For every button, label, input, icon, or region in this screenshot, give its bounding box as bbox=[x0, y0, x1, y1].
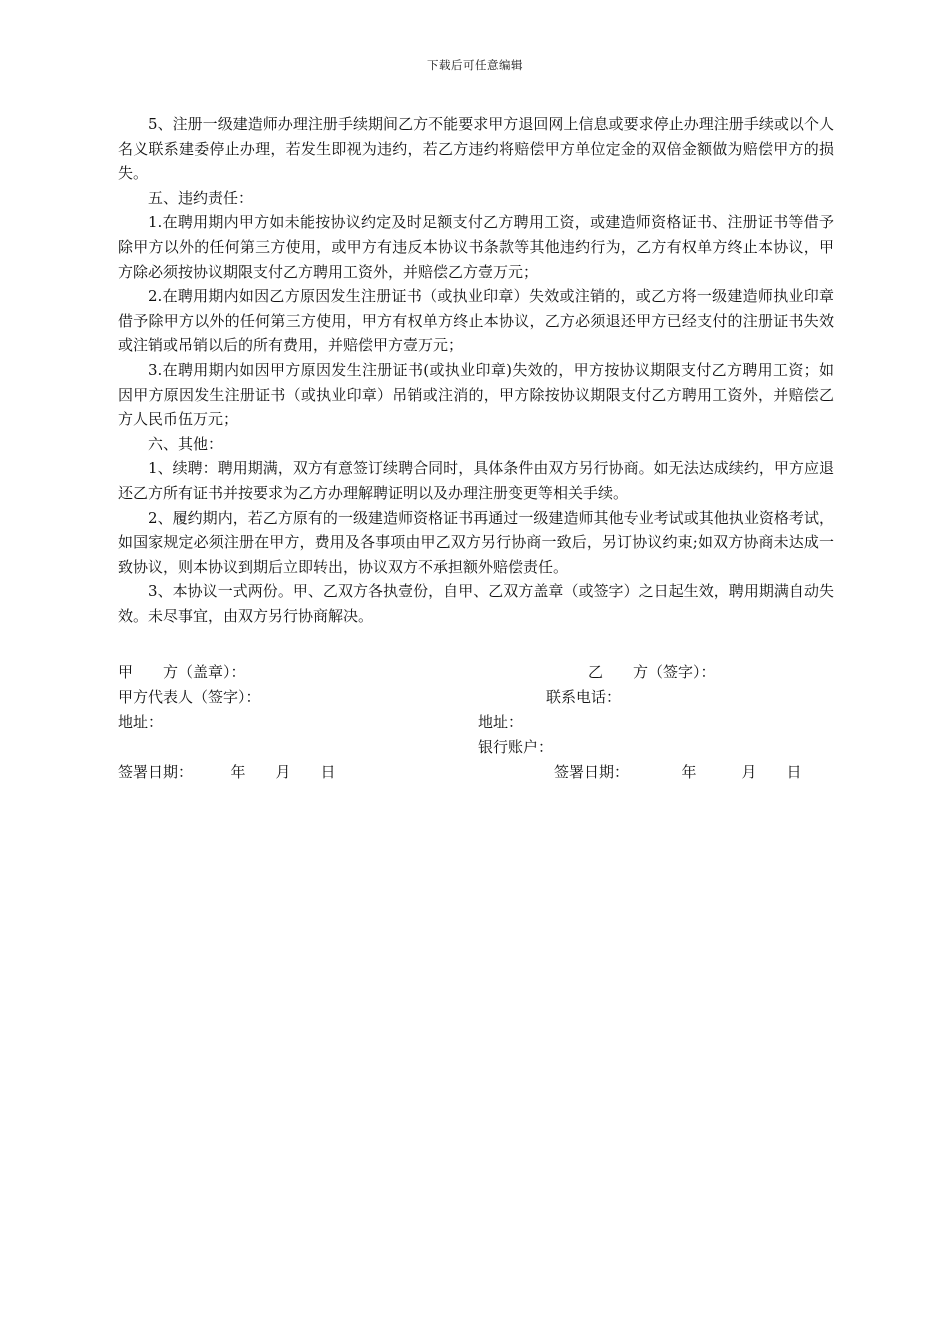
clause-6-3: 3、本协议一式两份。甲、乙双方各执壹份，自甲、乙双方盖章（或签字）之日起生效，聘用期满自动失效。未尽事宜，由双方另行协商解决。 bbox=[118, 582, 834, 625]
contract-body bbox=[118, 112, 834, 628]
section-heading-breach: 五、违约责任： bbox=[148, 188, 254, 207]
clause-5-2: 2.在聘用期内如因乙方原因发生注册证书（或执业印章）失效或注销的，或乙方将一级建造师执业印章借予除甲方以外的任何第三方使用，甲方有权单方终止本协议，乙方必须退还甲方已经支付的注册证书失效或注销或吊销以后的所有费用，并赔偿甲方壹万元； bbox=[118, 287, 834, 355]
party-a-seal-label: 甲 方（盖章）： bbox=[118, 663, 246, 681]
clause-6-2: 2、履约期内，若乙方原有的一级建造师资格证书再通过一级建造师其他专业考试或其他执业资格考试，如国家规定必须注册在甲方，费用及各事项由甲乙双方另行协商一致后，另订协议约束;如双方协商未达成一致协议，则本协议到期后立即转出，协议双方不承担额外赔偿责任。 bbox=[118, 508, 834, 576]
clause-5-3: 3.在聘用期内如因甲方原因发生注册证书(或执业印章)失效的，甲方按协议期限支付乙方聘用工资；如因甲方原因发生注册证书（或执业印章）吊销或注消的，甲方除按协议期限支付乙方聘用工资外，并赔偿乙方人民币伍万元； bbox=[118, 360, 834, 429]
clause-4-5: 5、注册一级建造师办理注册手续期间乙方不能要求甲方退回网上信息或要求停止办理注册手续或以个人名义联系建委停止办理，若发生即视为违约，若乙方违约将赔偿甲方单位定金的双倍金额做为赔偿甲方的损失。 bbox=[118, 115, 834, 183]
clause-6-1: 1、续聘：聘用期满，双方有意签订续聘合同时，具体条件由双方另行协商。如无法达成续约，甲方应退还乙方所有证书并按要求为乙方办理解聘证明以及办理注册变更等相关手续。 bbox=[118, 459, 834, 502]
party-b-sign-label: 乙 方（签字）： bbox=[588, 663, 716, 681]
party-b-date-label: 签署日期： 年 月 日 bbox=[554, 763, 802, 781]
contact-phone-label: 联系电话： bbox=[546, 688, 622, 706]
party-a-date-label: 签署日期： 年 月 日 bbox=[118, 763, 336, 781]
clause-5-1: 1.在聘用期内甲方如未能按协议约定及时足额支付乙方聘用工资，或建造师资格证书、注册证书等借予除甲方以外的任何第三方使用，或甲方有违反本协议书条款等其他违约行为，乙方有权单方终止本协议，甲方除必须按协议期限支付乙方聘用工资外，并赔偿乙方壹万元； bbox=[118, 213, 834, 281]
party-b-address-label: 地址： bbox=[478, 713, 524, 731]
party-a-rep-label: 甲方代表人（签字）： bbox=[118, 688, 261, 706]
section-heading-other: 六、其他： bbox=[148, 434, 224, 453]
party-a-address-label: 地址： bbox=[118, 713, 164, 731]
page-header-note: 下载后可任意编辑 bbox=[427, 58, 523, 72]
bank-account-label: 银行账户： bbox=[478, 738, 554, 756]
